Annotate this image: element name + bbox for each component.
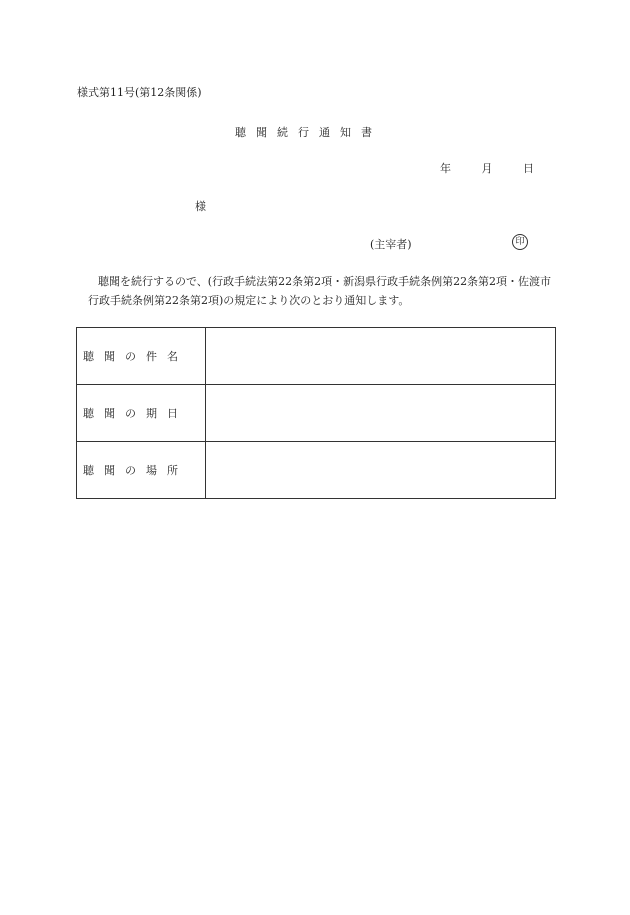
date-day-label: 日 (523, 162, 534, 175)
date-line (440, 160, 534, 176)
table-row (77, 385, 556, 442)
table-row (77, 442, 556, 499)
row-value-date[interactable] (206, 385, 556, 442)
addressee-suffix: 様 (195, 200, 206, 213)
organizer-label: (主宰者) (370, 238, 412, 251)
table-row (77, 328, 556, 385)
date-year-label: 年 (440, 162, 451, 175)
notice-body: 聴聞を続行するので、(行政手続法第22条第2項・新潟県行政手続条例第22条第2項・佐渡市行政手続条例第22条第2項)の規定により次のとおり通知します。 (88, 275, 552, 307)
date-month-label: 月 (481, 162, 493, 175)
row-label-subject: 聴聞の件名 (77, 328, 206, 385)
form-number: 様式第11号(第12条関係) (77, 86, 202, 99)
document-title: 聴聞続行通知書 (235, 126, 382, 139)
seal-icon: 印 (512, 234, 528, 250)
row-value-subject[interactable] (206, 328, 556, 385)
row-label-place: 聴聞の場所 (77, 442, 206, 499)
row-value-place[interactable] (206, 442, 556, 499)
hearing-info-table (76, 327, 556, 499)
row-label-date: 聴聞の期日 (77, 385, 206, 442)
